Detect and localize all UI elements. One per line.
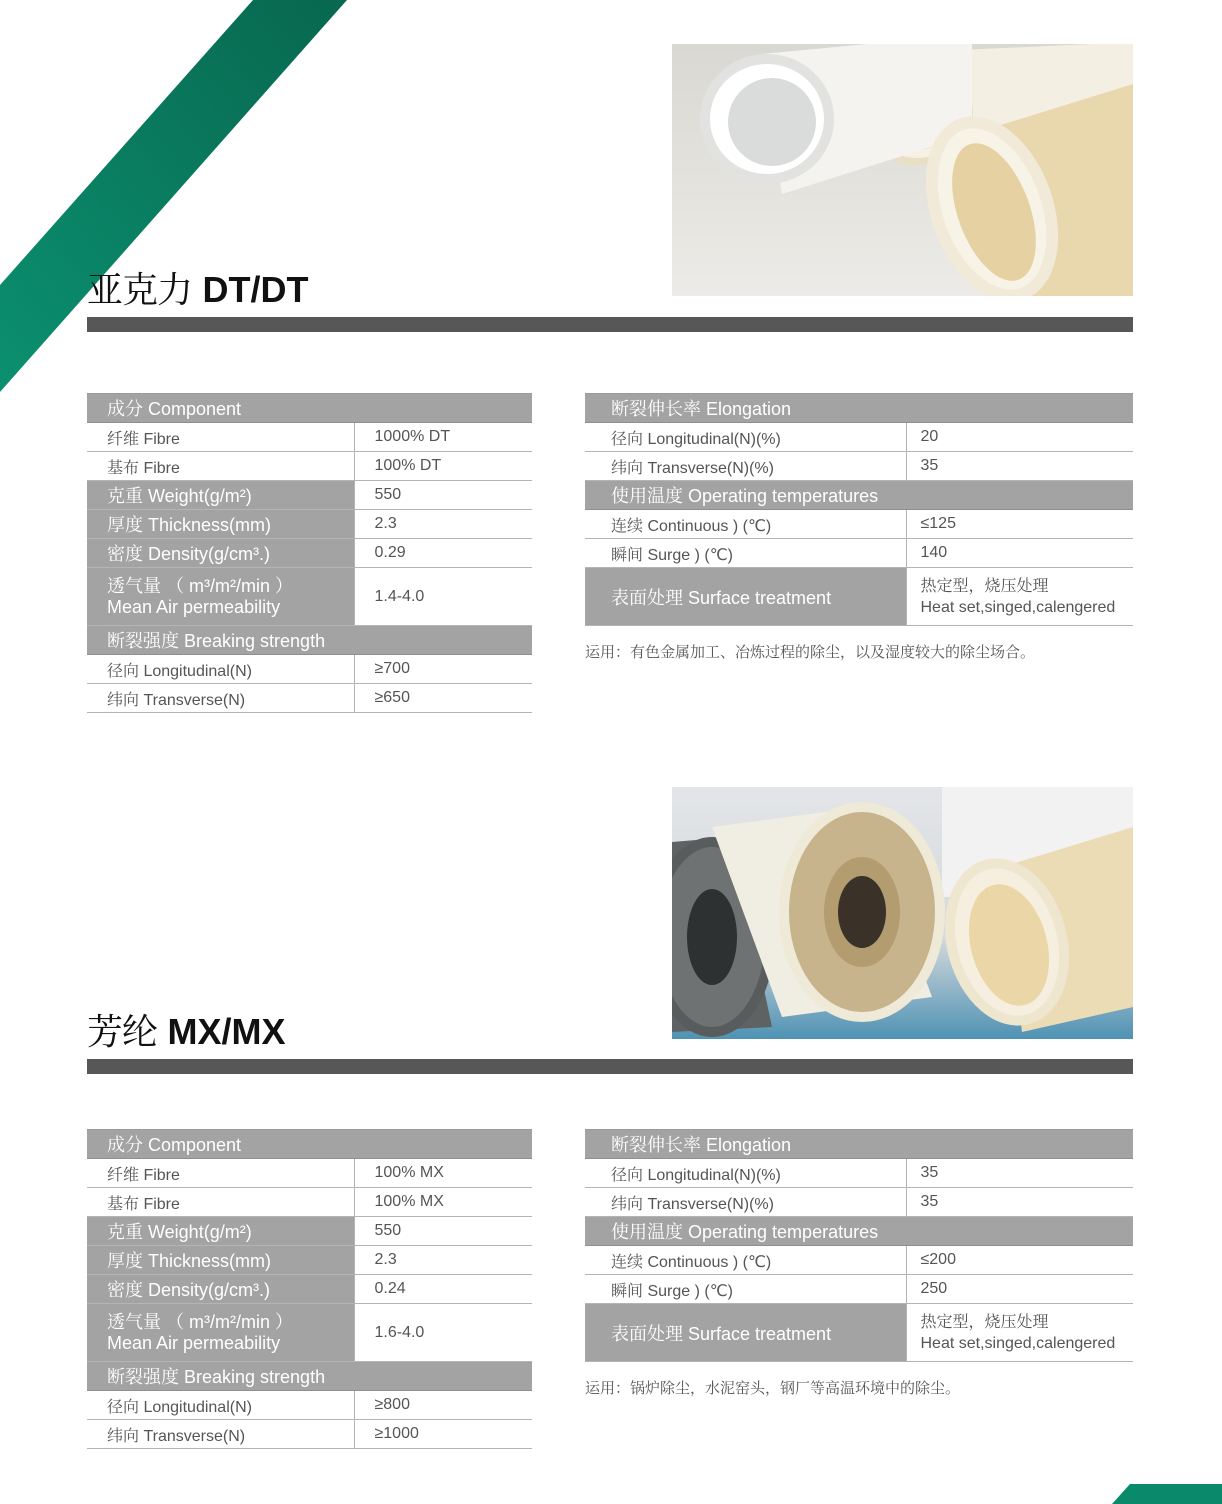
title-divider-bar bbox=[87, 1059, 1133, 1074]
spec-value: 100% DT bbox=[354, 452, 532, 481]
corner-tab-decoration bbox=[1112, 1484, 1222, 1504]
temperature-header: 使用温度 Operating temperatures bbox=[585, 1217, 1133, 1246]
product-photo bbox=[672, 44, 1133, 296]
surface-value-cn: 热定型，烧压处理 bbox=[920, 1313, 1049, 1331]
spec-value: 550 bbox=[354, 1217, 532, 1246]
air-label-line2: Mean Air permeability bbox=[107, 596, 281, 617]
table-row bbox=[87, 1304, 532, 1362]
spec-value: ≤200 bbox=[906, 1246, 1133, 1275]
spec-label: 厚度 Thickness(mm) bbox=[87, 1246, 354, 1275]
spec-table-left bbox=[87, 1129, 532, 1449]
spec-value: 100% MX bbox=[354, 1188, 532, 1217]
spec-label: 瞬间 Surge ) (℃) bbox=[585, 1275, 906, 1304]
usage-note: 运用：有色金属加工、冶炼过程的除尘，以及湿度较大的除尘场合。 bbox=[585, 643, 1036, 661]
spec-value: 140 bbox=[906, 539, 1133, 568]
table-row bbox=[87, 1246, 532, 1275]
spec-label: 表面处理 Surface treatment bbox=[585, 1304, 906, 1362]
table-header-row bbox=[87, 1130, 532, 1159]
table-header-row bbox=[585, 481, 1133, 510]
table-row bbox=[87, 684, 532, 713]
spec-value: ≥1000 bbox=[354, 1420, 532, 1449]
spec-label: 纤维 Fibre bbox=[87, 423, 354, 452]
table-header-row bbox=[585, 1130, 1133, 1159]
spec-label: 克重 Weight(g/m²) bbox=[87, 1217, 354, 1246]
table-row bbox=[87, 481, 532, 510]
spec-value: 1.4-4.0 bbox=[354, 568, 532, 626]
spec-value: 0.24 bbox=[354, 1275, 532, 1304]
table-row bbox=[87, 510, 532, 539]
spec-label: 径向 Longitudinal(N) bbox=[87, 1391, 354, 1420]
product-photo bbox=[672, 787, 1133, 1039]
component-header: 成分 Component bbox=[87, 1130, 532, 1159]
table-row bbox=[585, 1304, 1133, 1362]
spec-value: 35 bbox=[906, 452, 1133, 481]
air-label-line1: 透气量 （ m³/m²/min ） bbox=[107, 575, 293, 596]
spec-label: 密度 Density(g/cm³.) bbox=[87, 1275, 354, 1304]
product-title bbox=[87, 262, 308, 313]
breaking-header: 断裂强度 Breaking strength bbox=[87, 1362, 532, 1391]
spec-value: 0.29 bbox=[354, 539, 532, 568]
table-header-row bbox=[87, 626, 532, 655]
spec-label: 瞬间 Surge ) (℃) bbox=[585, 539, 906, 568]
spec-value bbox=[906, 568, 1133, 626]
spec-label: 连续 Continuous ) (℃) bbox=[585, 1246, 906, 1275]
usage-note: 运用：锅炉除尘，水泥窑头，钢厂等高温环境中的除尘。 bbox=[585, 1379, 961, 1397]
table-row bbox=[585, 452, 1133, 481]
elongation-header: 断裂伸长率 Elongation bbox=[585, 394, 1133, 423]
spec-label: 纬向 Transverse(N) bbox=[87, 684, 354, 713]
table-row bbox=[585, 510, 1133, 539]
table-row bbox=[585, 423, 1133, 452]
spec-value bbox=[906, 1304, 1133, 1362]
breaking-header: 断裂强度 Breaking strength bbox=[87, 626, 532, 655]
felt-rolls-photo-icon bbox=[672, 787, 1133, 1039]
spec-label: 基布 Fibre bbox=[87, 1188, 354, 1217]
spec-label bbox=[87, 568, 354, 626]
spec-value: 1.6-4.0 bbox=[354, 1304, 532, 1362]
spec-value: 1000% DT bbox=[354, 423, 532, 452]
table-row bbox=[87, 1159, 532, 1188]
title-chinese: 亚克力 bbox=[87, 270, 193, 311]
table-row bbox=[87, 655, 532, 684]
spec-value: 35 bbox=[906, 1188, 1133, 1217]
title-code: DT/DT bbox=[202, 269, 309, 310]
temperature-header: 使用温度 Operating temperatures bbox=[585, 481, 1133, 510]
spec-label: 纬向 Transverse(N)(%) bbox=[585, 452, 906, 481]
spec-label: 密度 Density(g/cm³.) bbox=[87, 539, 354, 568]
spec-label: 径向 Longitudinal(N) bbox=[87, 655, 354, 684]
table-row bbox=[585, 1275, 1133, 1304]
spec-label: 基布 Fibre bbox=[87, 452, 354, 481]
spec-label: 连续 Continuous ) (℃) bbox=[585, 510, 906, 539]
spec-table-right bbox=[585, 393, 1133, 626]
spec-table-left bbox=[87, 393, 532, 713]
table-row bbox=[585, 539, 1133, 568]
elongation-header: 断裂伸长率 Elongation bbox=[585, 1130, 1133, 1159]
spec-value: ≥800 bbox=[354, 1391, 532, 1420]
table-row bbox=[87, 1420, 532, 1449]
table-row bbox=[87, 1188, 532, 1217]
table-row bbox=[585, 1159, 1133, 1188]
surface-value-cn: 热定型，烧压处理 bbox=[920, 577, 1049, 595]
spec-value: ≤125 bbox=[906, 510, 1133, 539]
surface-value-en: Heat set,singed,calengered bbox=[920, 1334, 1116, 1352]
table-row bbox=[87, 568, 532, 626]
table-row bbox=[87, 539, 532, 568]
spec-value: 250 bbox=[906, 1275, 1133, 1304]
component-header: 成分 Component bbox=[87, 394, 532, 423]
spec-value: ≥650 bbox=[354, 684, 532, 713]
spec-label bbox=[87, 1304, 354, 1362]
spec-value: 20 bbox=[906, 423, 1133, 452]
air-label-line1: 透气量 （ m³/m²/min ） bbox=[107, 1311, 293, 1332]
table-row bbox=[585, 1188, 1133, 1217]
spec-value: 100% MX bbox=[354, 1159, 532, 1188]
table-row bbox=[87, 1275, 532, 1304]
title-chinese: 芳纶 bbox=[87, 1012, 158, 1053]
table-header-row bbox=[585, 394, 1133, 423]
spec-label: 厚度 Thickness(mm) bbox=[87, 510, 354, 539]
air-label-line2: Mean Air permeability bbox=[107, 1332, 281, 1353]
spec-label: 径向 Longitudinal(N)(%) bbox=[585, 423, 906, 452]
title-code: MX/MX bbox=[167, 1011, 286, 1052]
product-title bbox=[87, 1004, 285, 1055]
corner-stripe-decoration bbox=[0, 0, 350, 400]
spec-label: 径向 Longitudinal(N)(%) bbox=[585, 1159, 906, 1188]
spec-value: 2.3 bbox=[354, 510, 532, 539]
table-row bbox=[87, 423, 532, 452]
table-header-row bbox=[87, 1362, 532, 1391]
table-row bbox=[87, 452, 532, 481]
spec-label: 克重 Weight(g/m²) bbox=[87, 481, 354, 510]
spec-value: 35 bbox=[906, 1159, 1133, 1188]
table-row bbox=[585, 1246, 1133, 1275]
filter-bags-photo-icon bbox=[672, 44, 1133, 296]
spec-value: 2.3 bbox=[354, 1246, 532, 1275]
surface-value-en: Heat set,singed,calengered bbox=[920, 598, 1116, 616]
spec-value: ≥700 bbox=[354, 655, 532, 684]
spec-label: 纬向 Transverse(N)(%) bbox=[585, 1188, 906, 1217]
spec-label: 表面处理 Surface treatment bbox=[585, 568, 906, 626]
spec-label: 纤维 Fibre bbox=[87, 1159, 354, 1188]
spec-value: 550 bbox=[354, 481, 532, 510]
table-header-row bbox=[87, 394, 532, 423]
table-row bbox=[585, 568, 1133, 626]
title-divider-bar bbox=[87, 317, 1133, 332]
table-row bbox=[87, 1391, 532, 1420]
spec-table-right bbox=[585, 1129, 1133, 1362]
table-row bbox=[87, 1217, 532, 1246]
spec-label: 纬向 Transverse(N) bbox=[87, 1420, 354, 1449]
table-header-row bbox=[585, 1217, 1133, 1246]
